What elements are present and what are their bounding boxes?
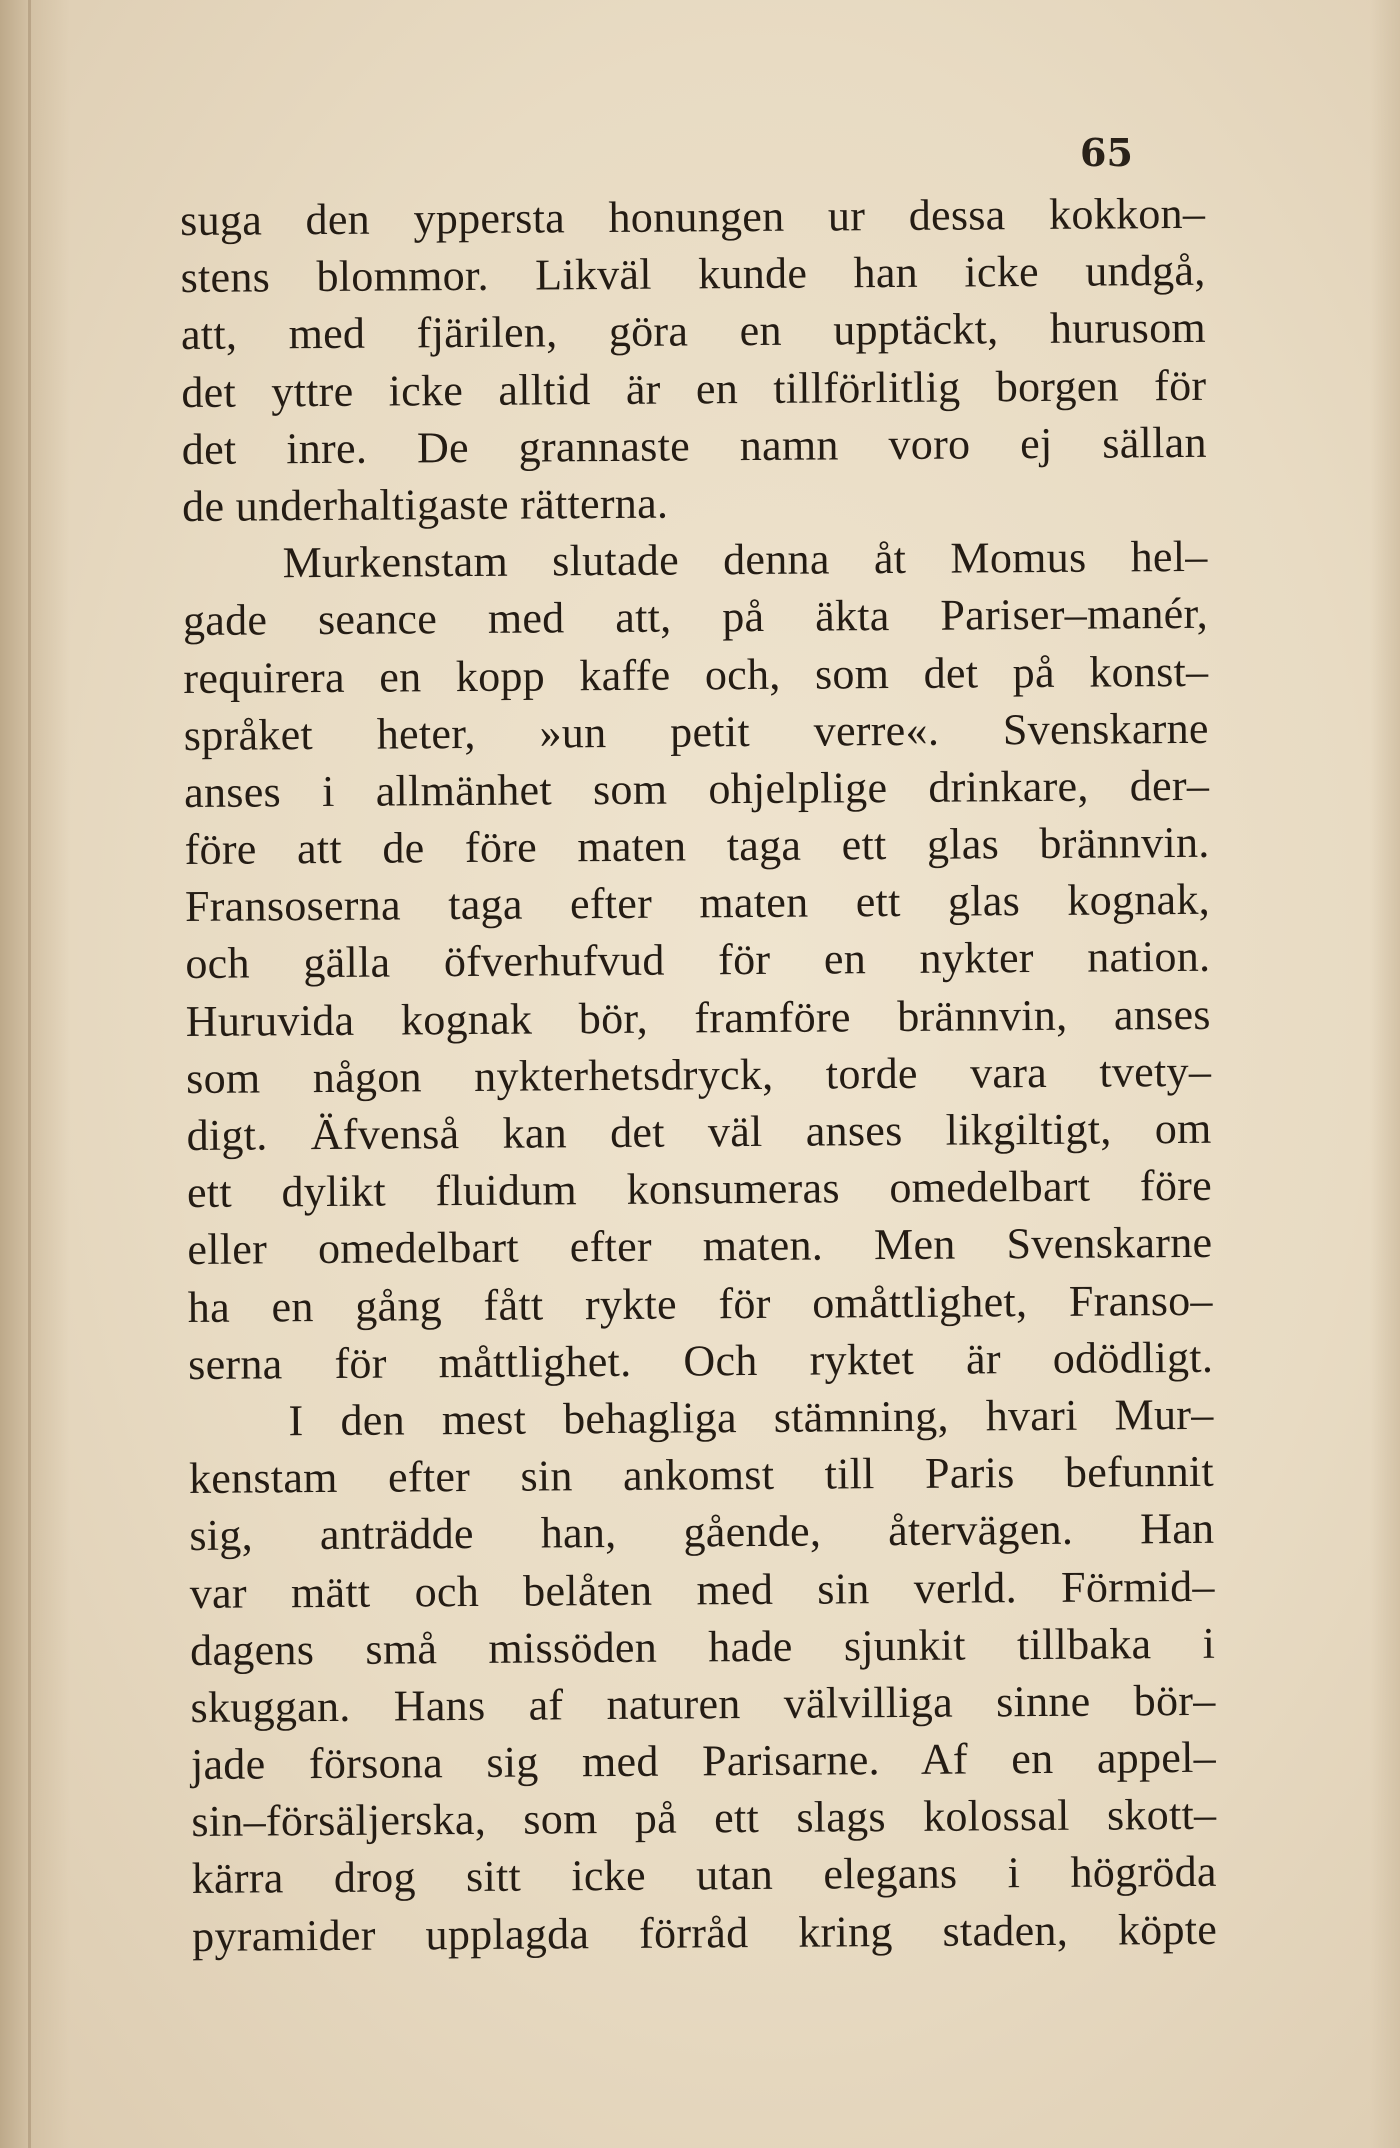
page-number: 65 — [1080, 130, 1133, 175]
binding-gutter — [0, 0, 70, 2148]
body-text — [180, 185, 1217, 1965]
text-line: var mätt och belåten med sin verld. Förmid– — [189, 1561, 1215, 1618]
text-line: det inre. De grannaste namn voro ej sällan — [181, 417, 1207, 474]
text-line: kenstam efter sin ankomst till Paris befunnit — [188, 1446, 1215, 1504]
text-line: I den mest behagliga stämning, hvari Mur– — [288, 1389, 1214, 1446]
text-line: jade försona sig med Parisarne. Af en appel– — [190, 1732, 1217, 1790]
binding-edge — [28, 0, 31, 2148]
text-line: pyramider upplagda förråd kring staden, köpte — [192, 1904, 1218, 1961]
text-line: anses i allmänhet som ohjelplige drinkare, der– — [184, 760, 1210, 817]
text-line: requirera en kopp kaffe och, som det på konst– — [183, 646, 1209, 703]
text-line: ett dylikt fluidum konsumeras omedelbart före — [186, 1161, 1213, 1218]
text-line: suga den yppersta honungen ur dessa kokkon– — [180, 188, 1206, 245]
text-line: kärra drog sitt icke utan elegans i högröda — [191, 1847, 1217, 1904]
text-line: eller omedelbart efter maten. Men Svenskarne — [187, 1218, 1213, 1275]
text-line: dagens små missöden hade sjunkit tillbaka i — [190, 1618, 1216, 1675]
text-line: ha en gång fått rykte för omåttlighet, Franso– — [187, 1275, 1213, 1332]
text-line: gade seance med att, på äkta Pariser–manér, — [182, 589, 1209, 646]
text-line: skuggan. Hans af naturen välvilliga sinne bör– — [190, 1675, 1216, 1732]
text-line: serna för måttlighet. Och ryktet är odödligt. — [188, 1332, 1214, 1389]
text-line: Fransoserna taga efter maten ett glas kognak, — [184, 875, 1211, 932]
text-line: som någon nykterhetsdryck, torde vara tvety– — [186, 1046, 1212, 1103]
text-line: före att de före maten taga ett glas brännvin. — [184, 817, 1210, 875]
text-line: Murkenstam slutade denna åt Momus hel– — [282, 531, 1208, 588]
text-line: språket heter, »un petit verre«. Svenskarne — [183, 703, 1209, 760]
text-line: Huruvida kognak bör, framföre brännvin, anses — [185, 989, 1211, 1046]
page-right-edge — [1370, 0, 1400, 2148]
text-line: det yttre icke alltid är en tillförlitlig borgen för — [181, 360, 1207, 417]
text-line: sig, anträdde han, gående, återvägen. Han — [189, 1504, 1215, 1561]
text-line: de underhaltigaste rätterna. — [182, 478, 669, 531]
text-line: digt. Äfvenså kan det väl anses likgiltigt, om — [186, 1103, 1212, 1160]
text-line: stens blommor. Likväl kunde han icke undgå, — [180, 246, 1206, 303]
text-line: att, med fjärilen, göra en upptäckt, hurusom — [180, 303, 1207, 360]
text-line: och gälla öfverhufvud för en nykter nation. — [185, 932, 1211, 989]
text-line: sin–försäljerska, som på ett slags kolossal skott– — [191, 1790, 1217, 1847]
